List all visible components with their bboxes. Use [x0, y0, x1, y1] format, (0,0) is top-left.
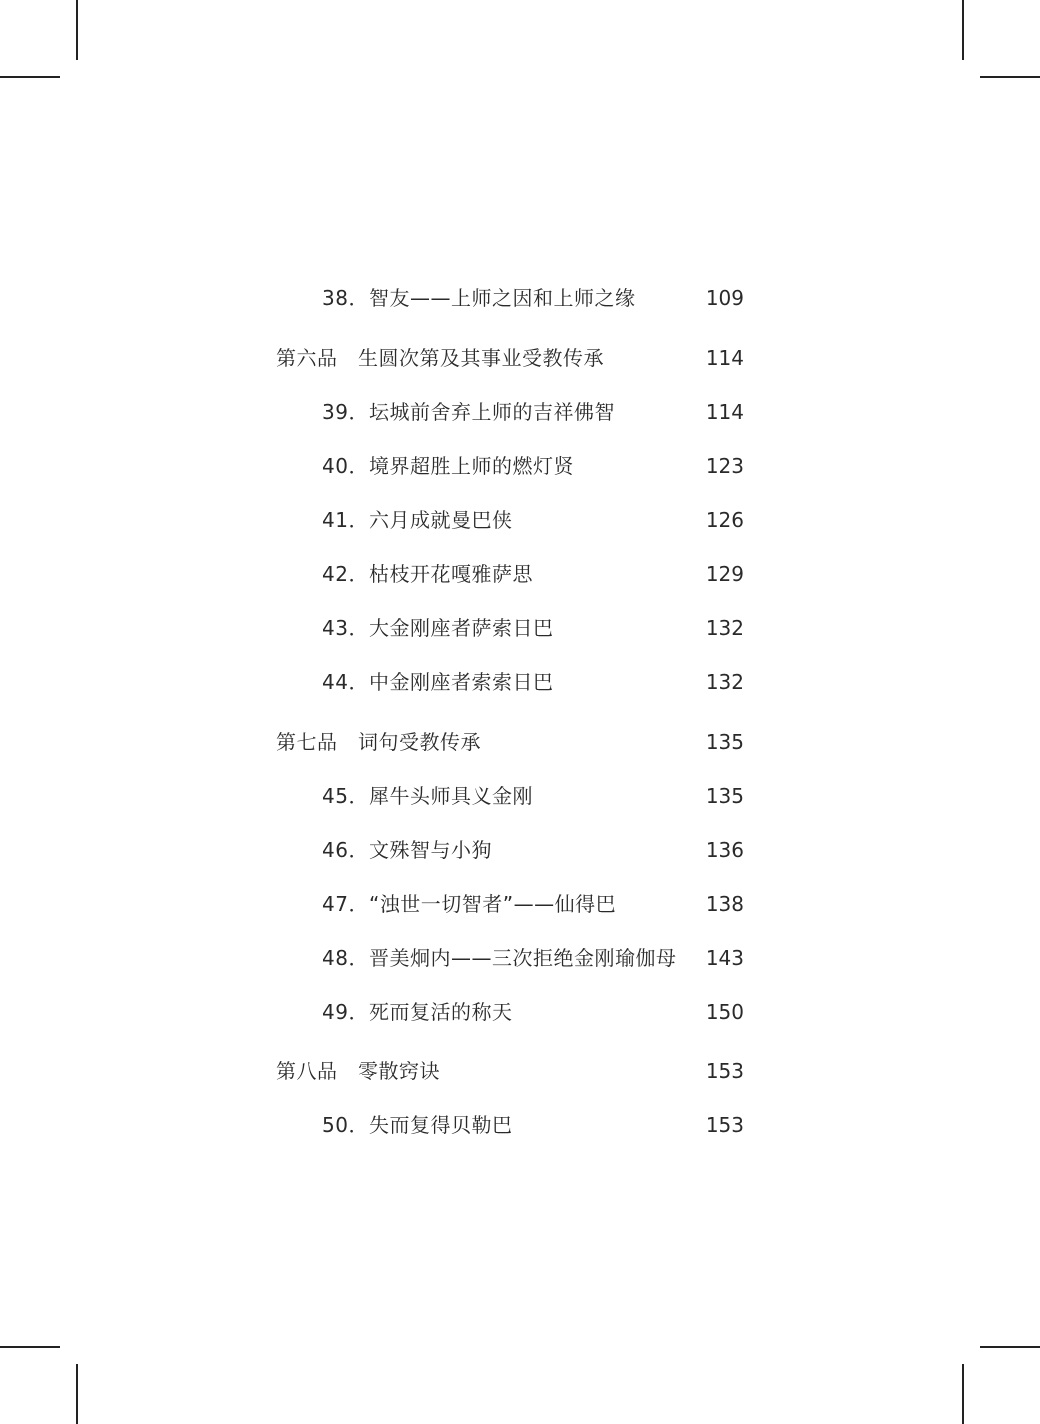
- toc-page-number: 138: [705, 892, 744, 916]
- toc-page-number: 132: [705, 616, 744, 640]
- toc-entry-title: 50．失而复得贝勒巴: [322, 1113, 513, 1137]
- toc-entry[interactable]: [0, 500, 1040, 540]
- toc-entry[interactable]: [0, 776, 1040, 816]
- toc-section-heading[interactable]: [0, 722, 1040, 762]
- toc-entry-title: 42．枯枝开花嘎雅萨思: [322, 562, 533, 586]
- toc-entry-title: 41．六月成就曼巴侠: [322, 508, 513, 532]
- toc-section-title: 第八品 零散窍诀: [276, 1059, 440, 1083]
- toc-entry-title: 47．“浊世一切智者”——仙得巴: [322, 892, 617, 916]
- toc-entry-title: 38．智友——上师之因和上师之缘: [322, 286, 636, 310]
- toc-page-number: 153: [705, 1113, 744, 1137]
- toc-entry-title: 39．坛城前舍弃上师的吉祥佛智: [322, 400, 615, 424]
- toc-page-number: 135: [705, 784, 744, 808]
- toc-entry[interactable]: [0, 446, 1040, 486]
- toc-entry-title: 48．晋美炯内——三次拒绝金刚瑜伽母: [322, 946, 677, 970]
- toc-entry[interactable]: [0, 554, 1040, 594]
- toc-page-number: 114: [705, 400, 744, 424]
- toc-entry[interactable]: [0, 392, 1040, 432]
- toc-section-title: 第七品 词句受教传承: [276, 730, 481, 754]
- toc-section-title: 第六品 生圆次第及其事业受教传承: [276, 346, 604, 370]
- toc-page-number: 109: [705, 286, 744, 310]
- toc-entry[interactable]: [0, 608, 1040, 648]
- toc-entry[interactable]: [0, 938, 1040, 978]
- toc-page-number: 132: [705, 670, 744, 694]
- toc-page-number: 135: [705, 730, 744, 754]
- toc-entry-title: 45．犀牛头师具义金刚: [322, 784, 533, 808]
- toc-page-number: 153: [705, 1059, 744, 1083]
- toc-page-number: 150: [705, 1000, 744, 1024]
- toc-section-heading[interactable]: [0, 1051, 1040, 1091]
- toc-page-number: 114: [705, 346, 744, 370]
- toc-page-number: 129: [705, 562, 744, 586]
- toc-entry[interactable]: [0, 1105, 1040, 1145]
- toc-page-number: 143: [705, 946, 744, 970]
- toc-entry-title: 49．死而复活的称天: [322, 1000, 513, 1024]
- toc-entry-title: 46．文殊智与小狗: [322, 838, 492, 862]
- toc-entry[interactable]: [0, 662, 1040, 702]
- toc-entry[interactable]: [0, 884, 1040, 924]
- toc-page-number: 126: [705, 508, 744, 532]
- toc-entry[interactable]: [0, 830, 1040, 870]
- toc-entry-title: 40．境界超胜上师的燃灯贤: [322, 454, 574, 478]
- toc-page-number: 136: [705, 838, 744, 862]
- toc-entry[interactable]: [0, 992, 1040, 1032]
- toc-entry-title: 43．大金刚座者萨索日巴: [322, 616, 554, 640]
- toc-page-number: 123: [705, 454, 744, 478]
- toc-entry-title: 44．中金刚座者索索日巴: [322, 670, 554, 694]
- toc-entry[interactable]: [0, 278, 1040, 318]
- toc-section-heading[interactable]: [0, 338, 1040, 378]
